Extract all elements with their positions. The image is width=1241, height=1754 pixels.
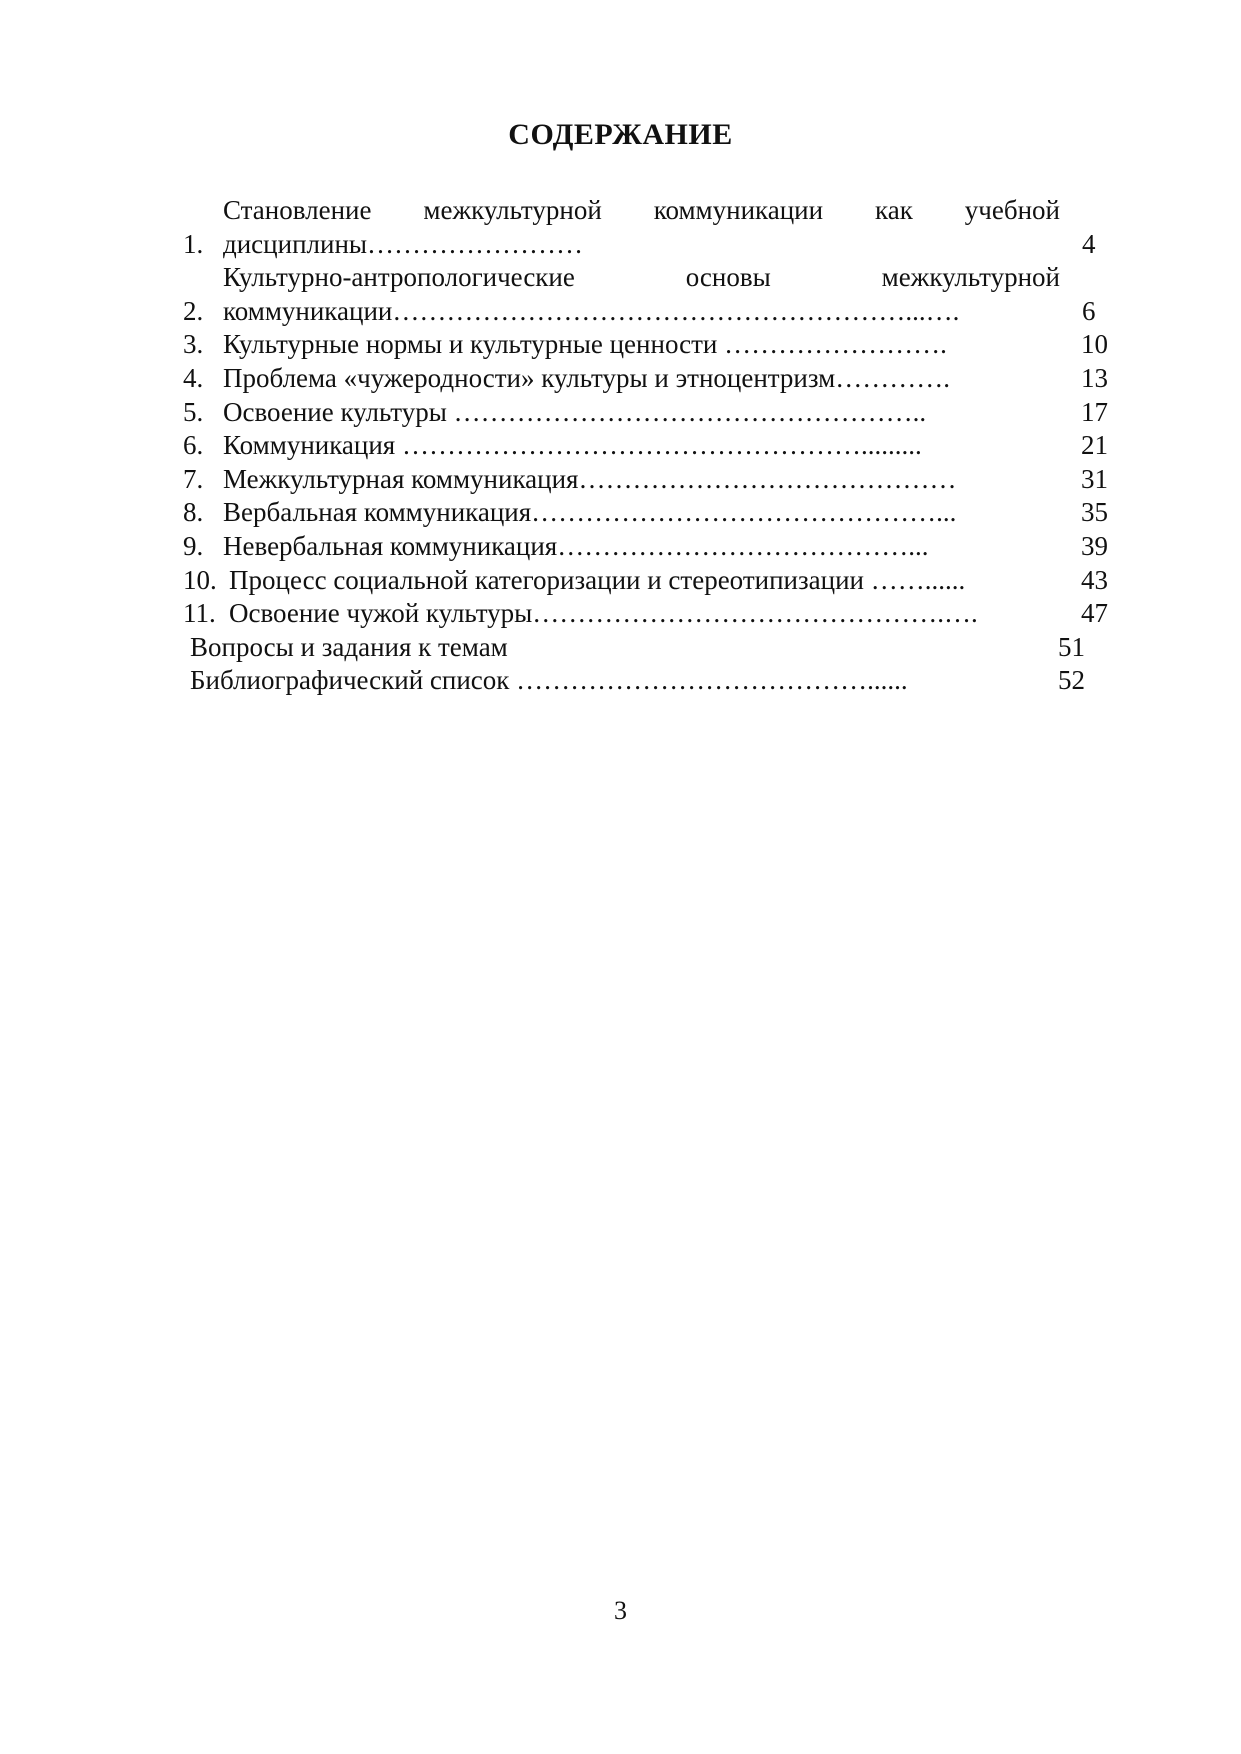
toc-entry-title: Вопросы и задания к темам: [190, 631, 508, 662]
toc-entry-page: 52: [1058, 665, 1085, 696]
toc-entry-title: Межкультурная коммуникация……………………………………: [223, 463, 957, 494]
toc-entry[interactable]: [183, 664, 1083, 698]
toc-entry-number: 10.: [183, 564, 217, 595]
toc-entry-title-line: коммуникации…………………………………………………...….: [223, 295, 960, 326]
toc-entry-title-line: дисциплины……………………: [223, 228, 584, 259]
toc-entry[interactable]: [183, 362, 1108, 396]
toc-entry-title: Культурные нормы и культурные ценности …………………….: [223, 329, 947, 360]
toc-entry-number: 6.: [183, 430, 204, 461]
toc-entry-number: 11.: [183, 598, 216, 629]
toc-entry[interactable]: [183, 396, 1108, 430]
toc-entry-page: 6: [1082, 295, 1096, 326]
toc-entry-title-line: Культурно-антропологические основы межкультурной: [223, 262, 1060, 293]
toc-entry-title: Невербальная коммуникация…………………………………...: [223, 530, 929, 561]
toc-entry-title: Коммуникация …………………………………………….........: [223, 430, 922, 461]
toc-entry-page: 51: [1058, 631, 1085, 662]
toc-entry-page: 17: [1081, 396, 1108, 427]
page-number: 3: [614, 1596, 627, 1625]
toc-entry-title: Библиографический список …………………………………......: [190, 665, 908, 696]
toc-entry-number: 4.: [183, 362, 204, 393]
toc-entry-title: Процесс социальной категоризации и стереотипизации ……......: [229, 564, 966, 595]
toc-entry[interactable]: [183, 429, 1108, 463]
toc-entry[interactable]: [183, 261, 1096, 328]
toc-entry-page: 47: [1081, 598, 1108, 629]
toc-entry[interactable]: [183, 564, 1108, 598]
toc-entry-title-line: Становление межкультурной коммуникации как учебной: [223, 195, 1060, 225]
toc-entry-page: 31: [1081, 463, 1108, 494]
toc-entry-page: 13: [1081, 362, 1108, 393]
toc-entry-title: [223, 194, 1060, 261]
toc-entry-title: Вербальная коммуникация………………………………………...: [223, 497, 957, 528]
toc-entry[interactable]: [183, 463, 1108, 497]
toc-entry-page: 43: [1081, 564, 1108, 595]
toc-entry-number: 9.: [183, 530, 204, 561]
toc-entry[interactable]: [183, 194, 1096, 261]
toc-entry-title: Проблема «чужеродности» культуры и этноцентризм………….: [223, 362, 950, 393]
toc-entry-title: [223, 261, 1060, 328]
toc-entry-number: 1.: [183, 228, 204, 259]
toc-entry-page: 21: [1081, 430, 1108, 461]
toc-entry[interactable]: [183, 496, 1108, 530]
toc-entry-number: 2.: [183, 295, 204, 326]
toc-entry-number: 7.: [183, 463, 204, 494]
table-of-contents: [183, 194, 1108, 698]
toc-entry-page: 35: [1081, 497, 1108, 528]
toc-entry-number: 5.: [183, 396, 204, 427]
toc-entry-page: 39: [1081, 530, 1108, 561]
toc-entry-title: Освоение чужой культуры……………………………………….….: [229, 598, 978, 629]
toc-entry[interactable]: [183, 328, 1108, 362]
toc-entry-number: 8.: [183, 497, 204, 528]
page-title: СОДЕРЖАНИЕ: [508, 118, 733, 151]
toc-entry-page: 10: [1081, 329, 1108, 360]
toc-entry[interactable]: [183, 597, 1108, 631]
toc-entry[interactable]: [183, 631, 1083, 665]
toc-entry-page: 4: [1082, 228, 1096, 259]
toc-entry-number: 3.: [183, 329, 204, 360]
toc-entry[interactable]: [183, 530, 1108, 564]
toc-entry-title: Освоение культуры ……………………………………………..: [223, 396, 927, 427]
